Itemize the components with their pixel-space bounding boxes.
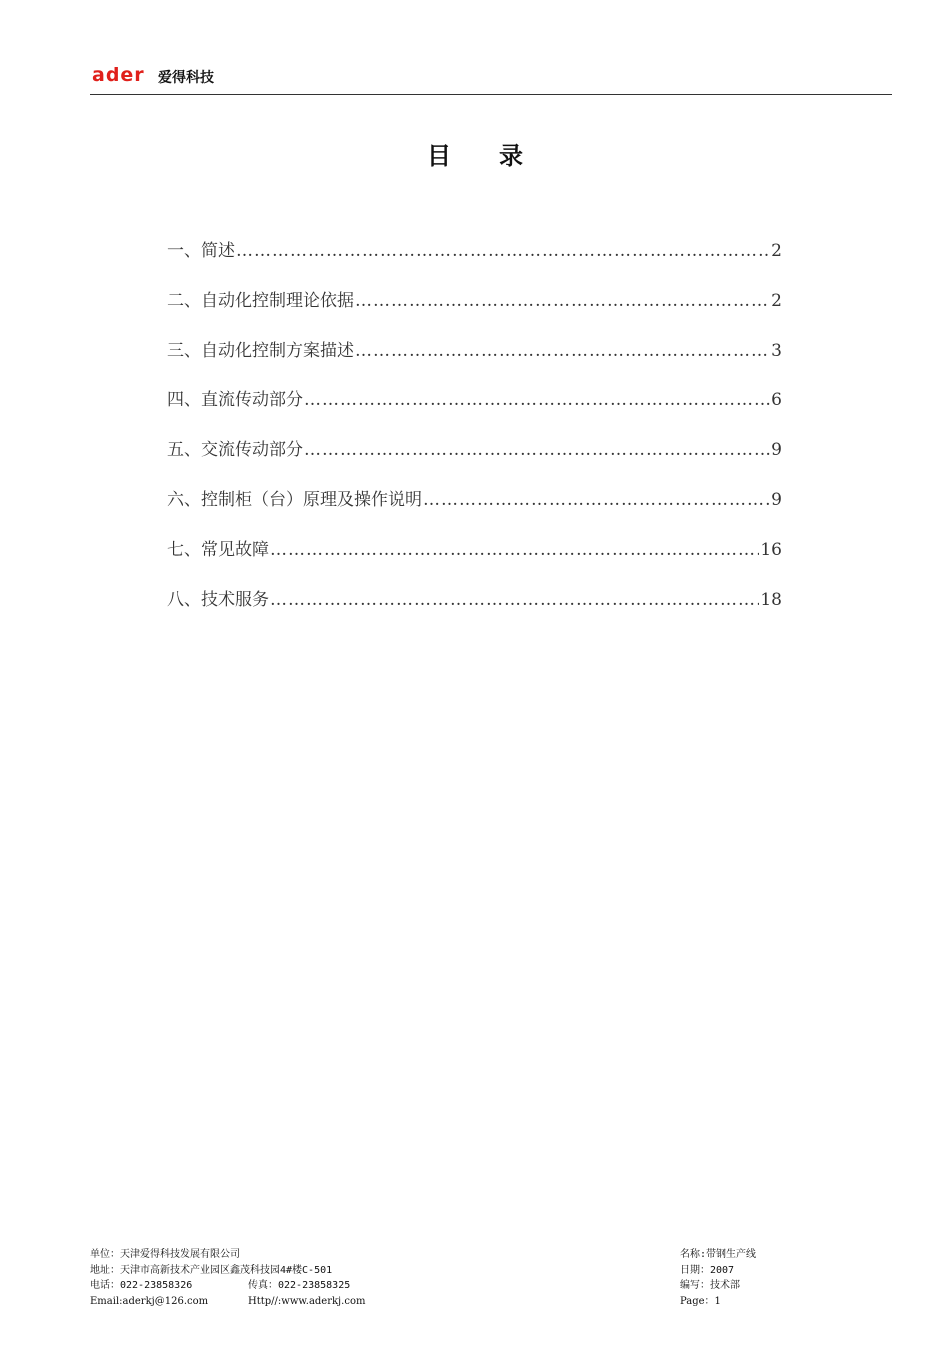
toc-entry[interactable] — [167, 286, 782, 336]
toc-entry-page: 16 — [760, 539, 782, 560]
toc-entry[interactable] — [167, 385, 782, 435]
footer-page-number: Page：1 — [680, 1295, 721, 1307]
toc-entry-page: 9 — [771, 440, 782, 461]
toc-entry-page: 2 — [771, 241, 782, 261]
toc-leader-dots — [304, 440, 770, 460]
footer-address: 地址：天津市高新技术产业园区鑫茂科技园4#楼C-501 — [90, 1264, 333, 1276]
toc-entry-page: 9 — [771, 489, 782, 510]
toc-leader-dots — [304, 390, 770, 410]
footer-email[interactable]: Email:aderkj@126.com — [90, 1295, 209, 1307]
toc-leader-dots — [236, 241, 770, 261]
toc-entry[interactable] — [167, 535, 782, 585]
document-title: 目 录 — [427, 142, 523, 170]
toc-entry-label: 三、自动化控制方案描述 — [167, 340, 354, 361]
toc-entry[interactable] — [167, 236, 782, 286]
company-logo: ader — [92, 64, 145, 86]
toc-entry-label: 六、控制柜（台）原理及操作说明 — [167, 489, 422, 510]
toc-leader-dots — [270, 540, 759, 560]
toc-leader-dots — [355, 341, 770, 361]
footer-unit: 单位：天津爱得科技发展有限公司 — [90, 1249, 240, 1260]
toc-entry[interactable] — [167, 485, 782, 535]
footer-editor: 编写：技术部 — [680, 1280, 740, 1291]
toc-entry[interactable] — [167, 585, 782, 635]
footer-row — [90, 1278, 892, 1294]
page-footer — [90, 1247, 892, 1309]
toc-entry-label: 七、常见故障 — [167, 539, 269, 560]
toc-entry-label: 八、技术服务 — [167, 589, 269, 610]
footer-row — [90, 1294, 892, 1310]
toc-entry-label: 五、交流传动部分 — [167, 440, 303, 461]
table-of-contents — [167, 236, 782, 634]
footer-phone: 电话：022-23858326 — [90, 1280, 193, 1291]
footer-doc-name: 名称:带钢生产线 — [680, 1249, 757, 1260]
toc-leader-dots — [355, 291, 770, 311]
company-name: 爱得科技 — [158, 70, 214, 86]
toc-leader-dots — [270, 590, 759, 610]
footer-website[interactable]: Http//:www.aderkj.com — [248, 1295, 366, 1307]
footer-fax: 传真：022-23858325 — [248, 1280, 351, 1291]
toc-entry[interactable] — [167, 336, 782, 386]
toc-entry-page: 6 — [771, 390, 782, 411]
footer-row — [90, 1247, 892, 1263]
toc-entry[interactable] — [167, 435, 782, 485]
toc-leader-dots — [423, 490, 770, 510]
toc-entry-label: 四、直流传动部分 — [167, 390, 303, 411]
toc-entry-page: 18 — [760, 589, 782, 610]
toc-entry-label: 二、自动化控制理论依据 — [167, 290, 354, 311]
page-header — [90, 62, 892, 95]
toc-entry-label: 一、简述 — [167, 241, 235, 261]
toc-entry-page: 3 — [771, 340, 782, 361]
footer-date: 日期：2007 — [680, 1264, 735, 1276]
toc-entry-page: 2 — [771, 290, 782, 311]
footer-row — [90, 1263, 892, 1279]
